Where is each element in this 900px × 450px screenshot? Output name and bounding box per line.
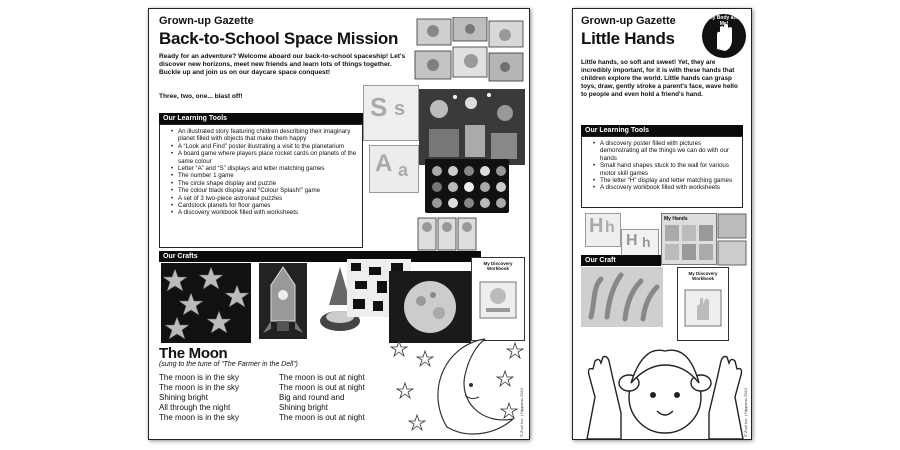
rocket-craft xyxy=(253,259,313,343)
hand-print-craft xyxy=(581,267,663,327)
learning-tool-item: • A board game where players place rocket cards on planets of the same colour xyxy=(178,150,360,165)
hand-photos xyxy=(717,213,747,267)
learning-tool-item: • A set of 3 two-piece astronaut puzzles xyxy=(178,195,360,202)
back-to-school-page xyxy=(148,8,530,440)
letter-a-display xyxy=(369,145,419,193)
poem-line: Shining bright xyxy=(159,393,208,402)
poem-line: The moon is out at night xyxy=(279,413,365,422)
intro-text: Little hands, so soft and sweet! Yet, they are incredibly important, for it is with these hands that children explore the world. Little hands can grasp toys, draw, gently stroke a parent's face, wave hello to people and even hold a friend's hand. xyxy=(581,59,738,98)
story-book-photos xyxy=(413,17,525,87)
learning-tool-item: • A discovery poster filled with pictures demonstrating all the things we can do with our hands xyxy=(600,140,740,162)
learning-tools-list xyxy=(168,128,360,217)
letter-h-lower: h xyxy=(605,219,615,236)
poem-column-2 xyxy=(279,373,365,423)
poem-line: All through the night xyxy=(159,403,231,412)
learning-tools-box xyxy=(581,136,743,208)
learning-tools-box xyxy=(159,124,363,248)
gazette-label: Grown-up Gazette xyxy=(581,15,676,27)
page-title: Little Hands xyxy=(581,29,675,48)
poem-line: The moon is in the sky xyxy=(159,373,240,382)
crescent-moon-illustration xyxy=(385,331,525,439)
letter-s-display xyxy=(363,85,419,141)
learning-tools-heading: Our Learning Tools xyxy=(581,125,743,136)
letter-a-upper: A xyxy=(375,150,393,177)
letter-s-upper: S xyxy=(370,92,388,122)
letter-h-display xyxy=(585,213,621,247)
learning-tool-item: • A discovery workbook filled with worksheets xyxy=(178,209,360,216)
poem-line: The moon is in the sky xyxy=(159,383,240,392)
poem-line: Big and round and xyxy=(279,393,345,402)
learning-tool-item: • The number 1 game xyxy=(178,172,360,179)
countdown-text: Three, two, one... blast off! xyxy=(159,93,243,100)
letter-a-lower: a xyxy=(398,160,409,180)
learning-tool-item: • The circle shape display and puzzle xyxy=(178,180,360,187)
learning-tools-list xyxy=(590,140,740,192)
letter-s-lower: s xyxy=(394,98,406,120)
poem-line: Shining bright xyxy=(279,403,328,412)
poem-title: The Moon xyxy=(159,345,228,362)
astronaut-puzzles xyxy=(417,217,477,251)
intro-text: Ready for an adventure? Welcome aboard our back-to-school spaceship! Let's discover new horizons, meet new friends and learn lots of things together. Buckle up and join us on our daycare space conquest! xyxy=(159,53,406,76)
letter-h-card-upper: H xyxy=(626,232,638,249)
planet-board-game xyxy=(425,159,509,213)
workbook-title: My Discovery Workbook xyxy=(688,271,718,281)
planetarium-poster xyxy=(419,89,525,165)
poem-line: The moon is out at night xyxy=(279,383,365,392)
craft-heading: Our Craft xyxy=(581,255,661,266)
learning-tool-item: • A discovery workbook filled with worksheets xyxy=(600,184,740,191)
letter-h-card-lower: h xyxy=(642,234,651,250)
discovery-workbook xyxy=(471,257,525,341)
copyright-right: © Zoo! Inc. | Hippomo 2024 xyxy=(743,388,748,437)
gazette-label: Grown-up Gazette xyxy=(159,15,254,27)
letter-h-upper: H xyxy=(589,215,604,237)
learning-tool-item: • The colour black display and “Colour Splash!” game xyxy=(178,187,360,194)
poem-subtitle: (sung to the tune of “The Farmer in the Dell”) xyxy=(159,361,298,368)
poem-line: The moon is in the sky xyxy=(159,413,240,422)
little-hands-page xyxy=(572,8,752,440)
learning-tools-heading: Our Learning Tools xyxy=(159,113,363,124)
body-and-me-badge xyxy=(701,13,747,59)
learning-tool-item: • Letter “A” and “S” displays and letter matching games xyxy=(178,165,360,172)
poem-line: The moon is out at night xyxy=(279,373,365,382)
page-title: Back-to-School Space Mission xyxy=(159,29,399,48)
star-craft xyxy=(161,263,251,343)
learning-tool-item: • An illustrated story featuring children describing their imaginary planet filled with objects that make them happy xyxy=(178,128,360,143)
learning-tool-item: • Small hand shapes stuck to the wall for various motor skill games xyxy=(600,162,740,177)
my-hands-poster xyxy=(661,213,717,265)
crafts-heading: Our Crafts xyxy=(159,251,481,262)
poster-title: My Hands xyxy=(664,216,688,222)
learning-tool-item: • The letter “H” display and letter matching games xyxy=(600,177,740,184)
learning-tool-item: • Cardstock planets for floor games xyxy=(178,202,360,209)
copyright-left: © Zoo! Inc. | Hippomo 2024 xyxy=(519,388,524,437)
learning-tool-item: • A “Look and Find” poster illustrating a visit to the planetarium xyxy=(178,143,360,150)
poem-column-1 xyxy=(159,373,239,423)
waving-child-illustration xyxy=(581,327,749,439)
workbook-title: My Discovery Workbook xyxy=(483,261,513,271)
badge-label: My Body and Me! xyxy=(708,15,740,27)
